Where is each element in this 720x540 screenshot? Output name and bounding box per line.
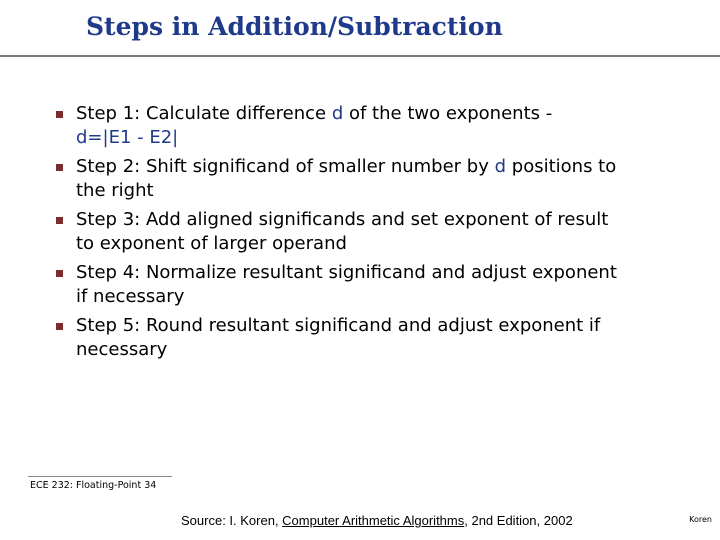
square-bullet-icon: [56, 111, 63, 118]
source-suffix: , 2nd Edition, 2002: [464, 513, 573, 528]
source-book-title: Computer Arithmetic Algorithms: [282, 513, 465, 528]
square-bullet-icon: [56, 270, 63, 277]
step-text: Step 2: Shift significand of smaller number by: [76, 156, 495, 177]
title-divider: [0, 55, 720, 57]
square-bullet-icon: [56, 217, 63, 224]
footer-source: [181, 513, 573, 528]
step-text: Step 4: Normalize resultant significand and adjust exponent: [76, 262, 617, 283]
list-item-step-5: [54, 314, 694, 362]
square-bullet-icon: [56, 323, 63, 330]
step-text: to exponent of larger operand: [76, 233, 347, 254]
list-item-step-3: [54, 208, 694, 256]
source-prefix: Source: I. Koren,: [181, 513, 283, 528]
variable-d: d: [331, 103, 344, 124]
step-text: if necessary: [76, 286, 185, 307]
step-text: necessary: [76, 339, 168, 360]
step-text: positions to: [506, 156, 617, 177]
list-item-step-4: [54, 261, 694, 309]
list-item-step-1: [54, 102, 694, 150]
list-item-step-2: [54, 155, 694, 203]
step-text: Step 3: Add aligned significands and set exponent of result: [76, 209, 609, 230]
step-text: the right: [76, 180, 154, 201]
footer-divider: [28, 476, 172, 477]
square-bullet-icon: [56, 164, 63, 171]
step-text: of the two exponents -: [343, 103, 553, 124]
steps-list: [54, 102, 694, 367]
footer-author: Koren: [689, 515, 712, 524]
footer-course: ECE 232: Floating-Point 34: [30, 480, 157, 491]
step-formula: d=|E1 - E2|: [76, 127, 179, 148]
step-text: Step 5: Round resultant significand and adjust exponent if: [76, 315, 601, 336]
slide-title: Steps in Addition/Subtraction: [86, 12, 503, 41]
step-text: Step 1: Calculate difference: [76, 103, 332, 124]
variable-d: d: [494, 156, 507, 177]
